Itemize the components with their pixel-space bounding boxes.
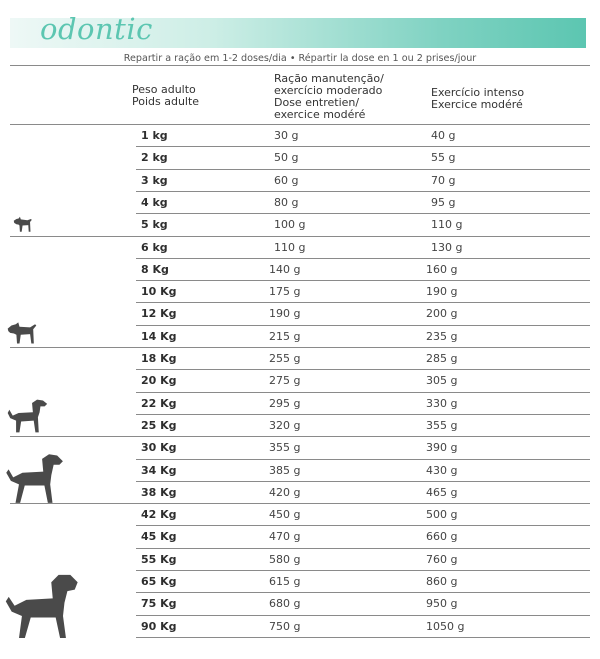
intense-cell: 330 g xyxy=(426,396,458,410)
row-divider xyxy=(136,213,590,214)
weight-cell: 4 kg xyxy=(141,195,168,209)
row-divider xyxy=(10,503,590,504)
table-row xyxy=(0,571,600,593)
subtitle: Repartir a ração em 1-2 doses/dia • Répartir la dose en 1 ou 2 prises/jour xyxy=(123,53,477,64)
maintenance-cell: 255 g xyxy=(269,352,301,365)
intense-cell: 160 g xyxy=(426,262,458,276)
intense-cell: 860 g xyxy=(426,575,458,588)
maintenance-cell: 30 g xyxy=(274,129,299,142)
table-row xyxy=(0,237,600,259)
maintenance-cell: 580 g xyxy=(269,552,301,566)
intense-cell: 285 g xyxy=(426,352,458,365)
dog-icon-medium xyxy=(6,396,48,436)
maintenance-cell: 420 g xyxy=(269,485,301,499)
weight-cell: 38 Kg xyxy=(141,485,177,499)
row-divider xyxy=(136,258,590,259)
intense-cell: 200 g xyxy=(426,307,458,321)
row-divider xyxy=(10,236,590,237)
row-divider xyxy=(136,280,590,281)
intense-cell: 465 g xyxy=(426,485,458,499)
row-divider xyxy=(136,548,590,549)
table-row xyxy=(0,370,600,392)
table-row xyxy=(0,281,600,303)
weight-cell: 30 Kg xyxy=(141,441,177,455)
weight-cell: 34 Kg xyxy=(141,463,177,477)
weight-cell: 90 Kg xyxy=(141,619,177,633)
brand-logo: odontic xyxy=(40,12,153,46)
dog-icon-large xyxy=(4,452,64,504)
intense-cell: 355 g xyxy=(426,418,458,432)
weight-cell: 3 kg xyxy=(141,173,168,187)
row-divider xyxy=(10,436,590,437)
table-row xyxy=(0,593,600,615)
weight-cell: 45 Kg xyxy=(141,530,177,544)
table-row xyxy=(0,437,600,459)
table-row xyxy=(0,460,600,482)
row-divider xyxy=(10,124,590,125)
maintenance-cell: 140 g xyxy=(269,262,301,276)
intense-cell: 950 g xyxy=(426,597,458,611)
maintenance-cell: 470 g xyxy=(269,530,301,544)
header-maintenance: Ração manutenção/ exercício moderado Dose entretien/ exercice modéré xyxy=(274,72,384,121)
maintenance-cell: 215 g xyxy=(269,329,301,343)
weight-cell: 42 Kg xyxy=(141,508,177,522)
table-row xyxy=(0,616,600,638)
weight-cell: 12 Kg xyxy=(141,307,177,321)
weight-cell: 1 kg xyxy=(141,129,168,142)
table-row xyxy=(0,192,600,214)
maintenance-cell: 385 g xyxy=(269,463,301,477)
table-row xyxy=(0,147,600,169)
maintenance-cell: 100 g xyxy=(274,218,306,232)
intense-cell: 70 g xyxy=(431,173,456,187)
row-divider xyxy=(136,169,590,170)
maintenance-cell: 275 g xyxy=(269,374,301,388)
row-divider xyxy=(136,570,590,571)
table-row xyxy=(0,326,600,348)
maintenance-cell: 615 g xyxy=(269,575,301,588)
table-row xyxy=(0,259,600,281)
weight-cell: 20 Kg xyxy=(141,374,177,388)
dog-icon-toy xyxy=(12,214,34,234)
weight-cell: 10 Kg xyxy=(141,285,177,299)
maintenance-cell: 320 g xyxy=(269,418,301,432)
table-row xyxy=(0,214,600,236)
table-row xyxy=(0,348,600,370)
intense-cell: 110 g xyxy=(431,218,463,232)
header-intense: Exercício intenso Exercice modéré xyxy=(431,86,525,111)
row-divider xyxy=(136,481,590,482)
header-weight: Peso adulto Poids adulte xyxy=(132,83,200,108)
weight-cell: 18 Kg xyxy=(141,352,177,365)
maintenance-cell: 175 g xyxy=(269,285,301,299)
dog-icon-giant xyxy=(4,572,78,638)
intense-cell: 235 g xyxy=(426,329,458,343)
intense-cell: 40 g xyxy=(431,129,456,142)
table-row xyxy=(0,482,600,504)
intense-cell: 305 g xyxy=(426,374,458,388)
weight-cell: 6 kg xyxy=(141,240,168,254)
table-row xyxy=(0,415,600,437)
weight-cell: 8 Kg xyxy=(141,262,169,276)
table-row xyxy=(0,526,600,548)
intense-cell: 390 g xyxy=(426,441,458,455)
maintenance-cell: 110 g xyxy=(274,240,306,254)
row-divider xyxy=(136,414,590,415)
intense-cell: 760 g xyxy=(426,552,458,566)
intense-cell: 95 g xyxy=(431,195,456,209)
maintenance-cell: 190 g xyxy=(269,307,301,321)
row-divider xyxy=(136,615,590,616)
weight-cell: 25 Kg xyxy=(141,418,177,432)
divider-top xyxy=(10,65,590,66)
weight-cell: 65 Kg xyxy=(141,575,177,588)
row-divider xyxy=(136,392,590,393)
weight-cell: 14 Kg xyxy=(141,329,177,343)
row-divider xyxy=(136,302,590,303)
row-divider xyxy=(136,459,590,460)
intense-cell: 130 g xyxy=(431,240,463,254)
weight-cell: 55 Kg xyxy=(141,552,177,566)
maintenance-cell: 450 g xyxy=(269,508,301,522)
row-divider xyxy=(136,191,590,192)
row-divider xyxy=(136,592,590,593)
row-divider xyxy=(136,369,590,370)
row-divider xyxy=(136,146,590,147)
intense-cell: 55 g xyxy=(431,151,456,165)
weight-cell: 75 Kg xyxy=(141,597,177,611)
row-divider xyxy=(136,525,590,526)
intense-cell: 660 g xyxy=(426,530,458,544)
table-row xyxy=(0,504,600,526)
intense-cell: 500 g xyxy=(426,508,458,522)
maintenance-cell: 750 g xyxy=(269,619,301,633)
weight-cell: 2 kg xyxy=(141,151,168,165)
table-row xyxy=(0,303,600,325)
weight-cell: 22 Kg xyxy=(141,396,177,410)
table-bottom-divider xyxy=(136,637,590,638)
table-row xyxy=(0,125,600,147)
intense-cell: 1050 g xyxy=(426,619,465,633)
row-divider xyxy=(10,347,590,348)
maintenance-cell: 80 g xyxy=(274,195,299,209)
maintenance-cell: 60 g xyxy=(274,173,299,187)
row-divider xyxy=(136,325,590,326)
maintenance-cell: 355 g xyxy=(269,441,301,455)
intense-cell: 190 g xyxy=(426,285,458,299)
maintenance-cell: 680 g xyxy=(269,597,301,611)
table-row xyxy=(0,549,600,571)
maintenance-cell: 50 g xyxy=(274,151,299,165)
weight-cell: 5 kg xyxy=(141,218,168,232)
maintenance-cell: 295 g xyxy=(269,396,301,410)
table-row xyxy=(0,170,600,192)
dog-icon-small xyxy=(6,318,38,346)
table-row xyxy=(0,393,600,415)
intense-cell: 430 g xyxy=(426,463,458,477)
